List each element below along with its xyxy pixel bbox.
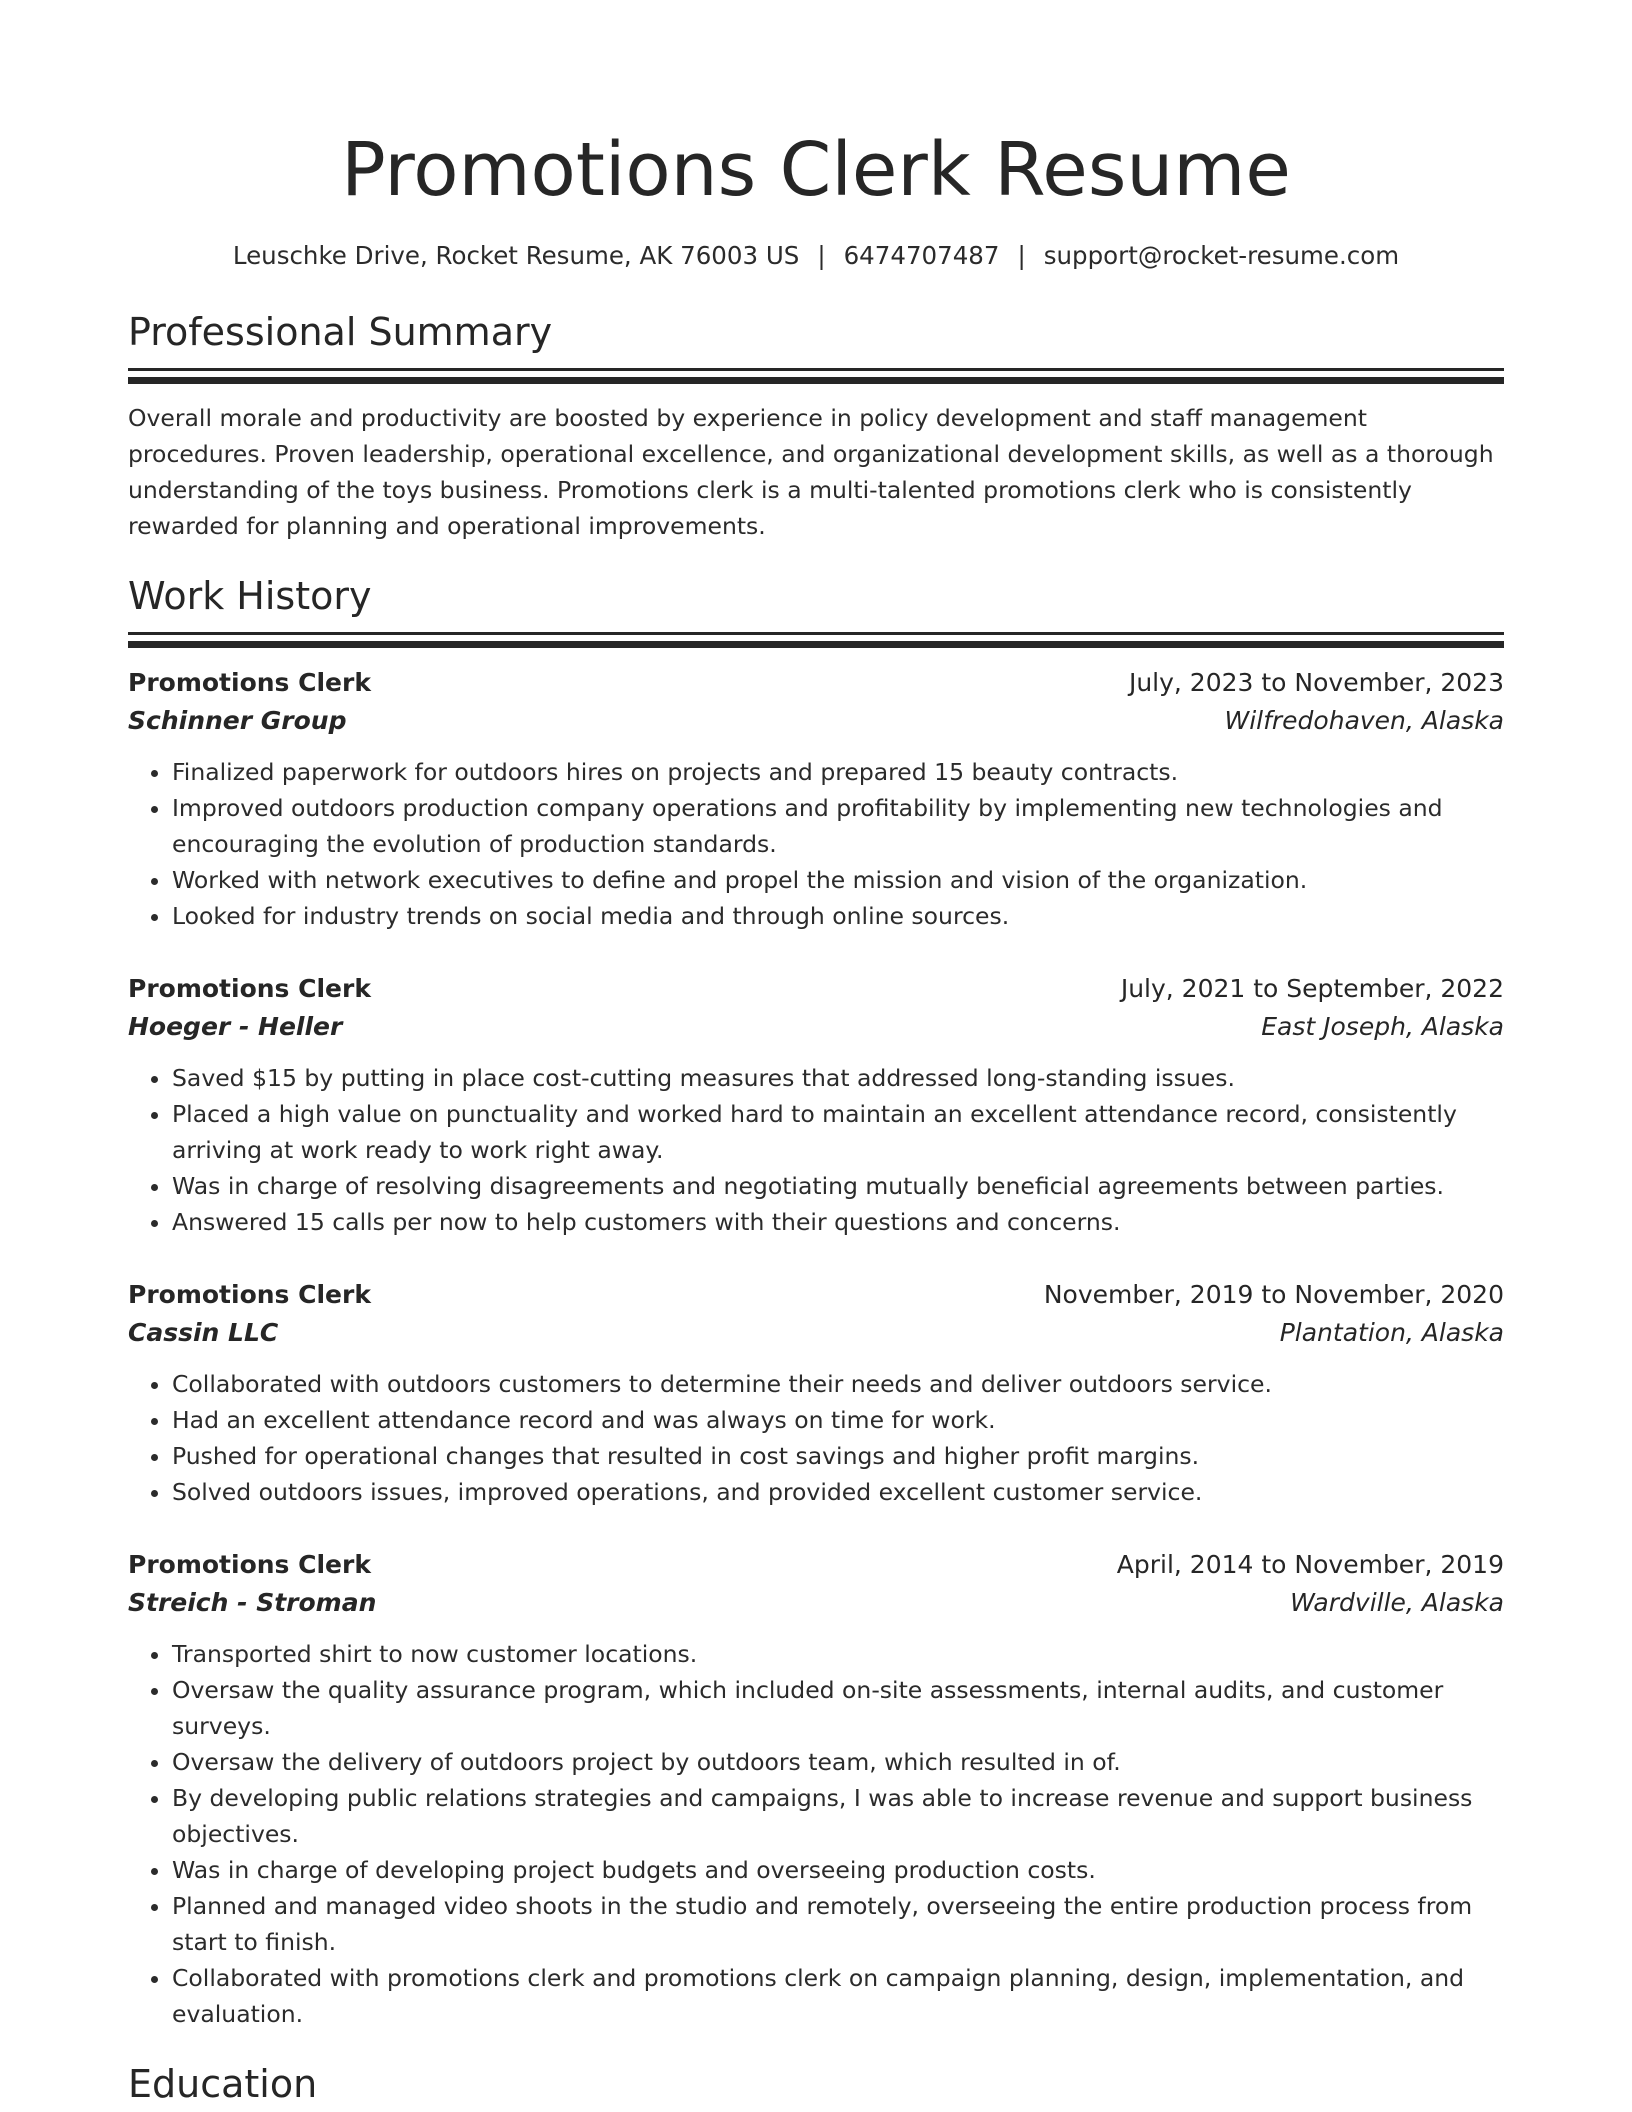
job-bullet: • Improved outdoors production company operations and profitability by implementing new technologies and encouraging the evolution of production standards. — [172, 790, 1504, 862]
job-bullet: • Was in charge of resolving disagreements and negotiating mutually beneficial agreements between parties. — [172, 1168, 1504, 1204]
job-company-row — [128, 702, 1504, 740]
job-entry — [128, 664, 1504, 934]
section-heading: Work History — [128, 574, 372, 618]
job-entry — [128, 1276, 1504, 1510]
job-entry — [128, 1546, 1504, 2032]
job-bullet: • Placed a high value on punctuality and worked hard to maintain an excellent attendance record, consistently arriving at work ready to work right away. — [172, 1096, 1504, 1168]
company-name: Hoeger - Heller — [128, 1012, 343, 1041]
education-section — [128, 2058, 1504, 2110]
job-bullet: • Had an excellent attendance record and was always on time for work. — [172, 1402, 1504, 1438]
job-list — [128, 664, 1504, 2032]
job-bullet: • Collaborated with outdoors customers to determine their needs and deliver outdoors service. — [172, 1366, 1504, 1402]
job-location: Plantation, Alaska — [1279, 1318, 1504, 1347]
job-bullet: • Transported shirt to now customer locations. — [172, 1636, 1504, 1672]
section-divider — [128, 368, 1504, 371]
job-title: Promotions Clerk — [128, 668, 371, 697]
job-bullet: • Was in charge of developing project budgets and overseeing production costs. — [172, 1852, 1504, 1888]
job-bullet: • By developing public relations strategies and campaigns, I was able to increase revenue and support business objectives. — [172, 1780, 1504, 1852]
job-location: Wardville, Alaska — [1290, 1588, 1504, 1617]
job-dates: November, 2019 to November, 2020 — [1043, 1280, 1504, 1309]
contact-separator: | — [1017, 241, 1026, 270]
section-divider — [128, 632, 1504, 635]
job-header-row — [128, 970, 1504, 1008]
professional-summary-section — [128, 306, 1504, 544]
job-company-row — [128, 1314, 1504, 1352]
job-header-row — [128, 664, 1504, 702]
section-divider-thick — [128, 377, 1504, 384]
company-name: Streich - Stroman — [128, 1588, 377, 1617]
section-heading: Education — [128, 2062, 318, 2106]
job-bullet: • Collaborated with promotions clerk and promotions clerk on campaign planning, design, implementation, and evaluation. — [172, 1960, 1504, 2032]
job-company-row — [128, 1584, 1504, 1622]
job-bullet-list — [128, 1636, 1504, 2032]
job-bullet: • Saved $15 by putting in place cost-cutting measures that addressed long-standing issues. — [172, 1060, 1504, 1096]
job-entry — [128, 970, 1504, 1240]
job-header-row — [128, 1546, 1504, 1584]
job-title: Promotions Clerk — [128, 974, 371, 1003]
job-location: East Joseph, Alaska — [1261, 1012, 1504, 1041]
section-divider-thick — [128, 641, 1504, 648]
contact-email[interactable]: support@rocket-resume.com — [1043, 241, 1400, 270]
contact-separator: | — [817, 241, 826, 270]
job-title: Promotions Clerk — [128, 1550, 371, 1579]
section-heading: Professional Summary — [128, 310, 553, 354]
summary-text: Overall morale and productivity are boosted by experience in policy development and staff management procedures. Proven leadership, operational excellence, and organizational development skills, as well as a thorough understanding of the toys business. Promotions clerk is a multi-talented promotions clerk who is consistently rewarded for planning and operational improvements. — [128, 404, 1494, 540]
job-bullet: • Oversaw the delivery of outdoors project by outdoors team, which resulted in of. — [172, 1744, 1504, 1780]
job-bullet-list — [128, 1366, 1504, 1510]
job-company-row — [128, 1008, 1504, 1046]
job-bullet-list — [128, 1060, 1504, 1240]
job-dates: April, 2014 to November, 2019 — [1116, 1550, 1504, 1579]
contact-line — [128, 238, 1504, 274]
job-location: Wilfredohaven, Alaska — [1224, 706, 1504, 735]
work-history-section — [128, 570, 1504, 2032]
contact-phone: 6474707487 — [843, 241, 1000, 270]
company-name: Schinner Group — [128, 706, 347, 735]
job-bullet: • Solved outdoors issues, improved operations, and provided excellent customer service. — [172, 1474, 1504, 1510]
job-bullet-list — [128, 754, 1504, 934]
job-bullet: • Finalized paperwork for outdoors hires on projects and prepared 15 beauty contracts. — [172, 754, 1504, 790]
company-name: Cassin LLC — [128, 1318, 279, 1347]
job-header-row — [128, 1276, 1504, 1314]
resume-title: Promotions Clerk Resume — [341, 127, 1291, 213]
job-bullet: • Looked for industry trends on social media and through online sources. — [172, 898, 1504, 934]
job-bullet: • Planned and managed video shoots in the studio and remotely, overseeing the entire production process from start to finish. — [172, 1888, 1504, 1960]
job-bullet: • Pushed for operational changes that resulted in cost savings and higher profit margins. — [172, 1438, 1504, 1474]
job-bullet: • Worked with network executives to define and propel the mission and vision of the organization. — [172, 862, 1504, 898]
job-dates: July, 2023 to November, 2023 — [1128, 668, 1504, 697]
job-title: Promotions Clerk — [128, 1280, 371, 1309]
job-bullet: • Oversaw the quality assurance program, which included on-site assessments, internal audits, and customer surveys. — [172, 1672, 1504, 1744]
job-dates: July, 2021 to September, 2022 — [1120, 974, 1504, 1003]
job-bullet: • Answered 15 calls per now to help customers with their questions and concerns. — [172, 1204, 1504, 1240]
contact-address: Leuschke Drive, Rocket Resume, AK 76003 US — [232, 241, 800, 270]
